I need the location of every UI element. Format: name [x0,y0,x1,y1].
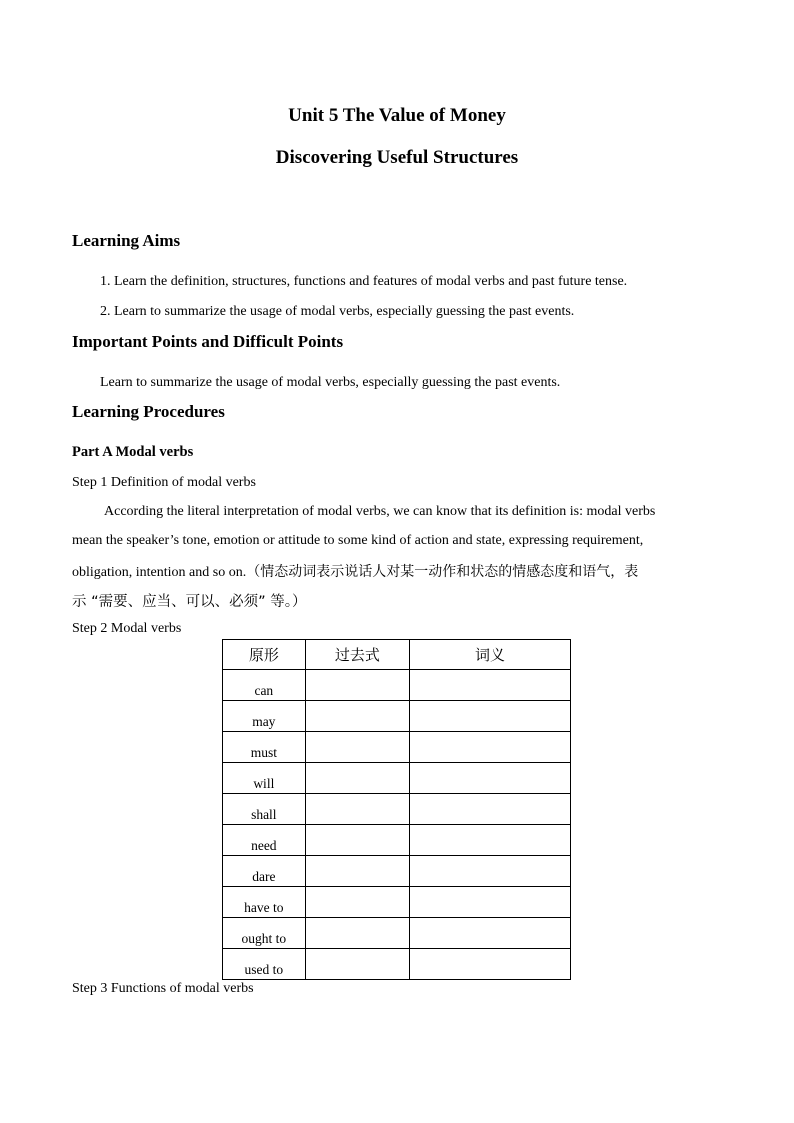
learning-aims-heading: Learning Aims [72,231,181,250]
verb-cell: dare [223,856,306,887]
header-base-form: 原形 [223,640,306,670]
past-form-cell[interactable] [305,732,409,763]
document-subtitle: Discovering Useful Structures [275,147,519,168]
table-row [223,794,571,825]
verb-cell: must [223,732,306,763]
past-form-cell[interactable] [305,794,409,825]
learning-procedures-heading: Learning Procedures [72,402,225,421]
past-form-cell[interactable] [305,949,409,980]
table-row [223,949,571,980]
step-3-label: Step 3 Functions of modal verbs [72,981,254,996]
past-form-cell[interactable] [305,825,409,856]
important-points-heading: Important Points and Difficult Points [72,332,344,351]
meaning-cell[interactable] [410,732,571,763]
past-form-cell[interactable] [305,670,409,701]
meaning-cell[interactable] [410,887,571,918]
verb-cell: need [223,825,306,856]
verb-cell: ought to [223,918,306,949]
verb-cell: have to [223,887,306,918]
table-row [223,887,571,918]
past-form-cell[interactable] [305,701,409,732]
past-form-cell[interactable] [305,856,409,887]
verb-cell: can [223,670,306,701]
step-1-label: Step 1 Definition of modal verbs [72,475,256,490]
meaning-cell[interactable] [410,763,571,794]
table-row [223,701,571,732]
document-title: Unit 5 The Value of Money [288,105,506,126]
step-2-label: Step 2 Modal verbs [72,621,182,636]
part-a-heading: Part A Modal verbs [72,444,194,460]
header-meaning: 词义 [410,640,571,670]
important-points-text: Learn to summarize the usage of modal verbs, especially guessing the past events. [100,375,561,390]
meaning-cell[interactable] [410,918,571,949]
past-form-cell[interactable] [305,763,409,794]
meaning-cell[interactable] [410,670,571,701]
definition-paragraph-line: 示 “需要、应当、可以、必须” 等。） [72,594,307,610]
meaning-cell[interactable] [410,949,571,980]
verb-cell: used to [223,949,306,980]
table-header-row [223,640,571,670]
table-row [223,918,571,949]
definition-paragraph-line: According the literal interpretation of modal verbs, we can know that its definition is: modal verbs [104,504,656,519]
definition-paragraph-line: obligation, intention and so on.（情态动词表示说话人对某一动作和状态的情感态度和语气，表 [72,565,639,580]
definition-paragraph-line: mean the speaker’s tone, emotion or attitude to some kind of action and state, expressing requirement, [72,533,644,548]
meaning-cell[interactable] [410,701,571,732]
header-past-form: 过去式 [305,640,409,670]
table-row [223,732,571,763]
verb-cell: will [223,763,306,794]
table-row [223,670,571,701]
verb-cell: may [223,701,306,732]
table-row [223,763,571,794]
table-row [223,856,571,887]
past-form-cell[interactable] [305,887,409,918]
meaning-cell[interactable] [410,856,571,887]
verb-cell: shall [223,794,306,825]
past-form-cell[interactable] [305,918,409,949]
learning-aim-item: 1. Learn the definition, structures, functions and features of modal verbs and past future tense. [100,274,628,289]
table-row [223,825,571,856]
meaning-cell[interactable] [410,825,571,856]
learning-aim-item: 2. Learn to summarize the usage of modal verbs, especially guessing the past events. [100,304,575,319]
modal-verbs-table [222,639,571,980]
meaning-cell[interactable] [410,794,571,825]
